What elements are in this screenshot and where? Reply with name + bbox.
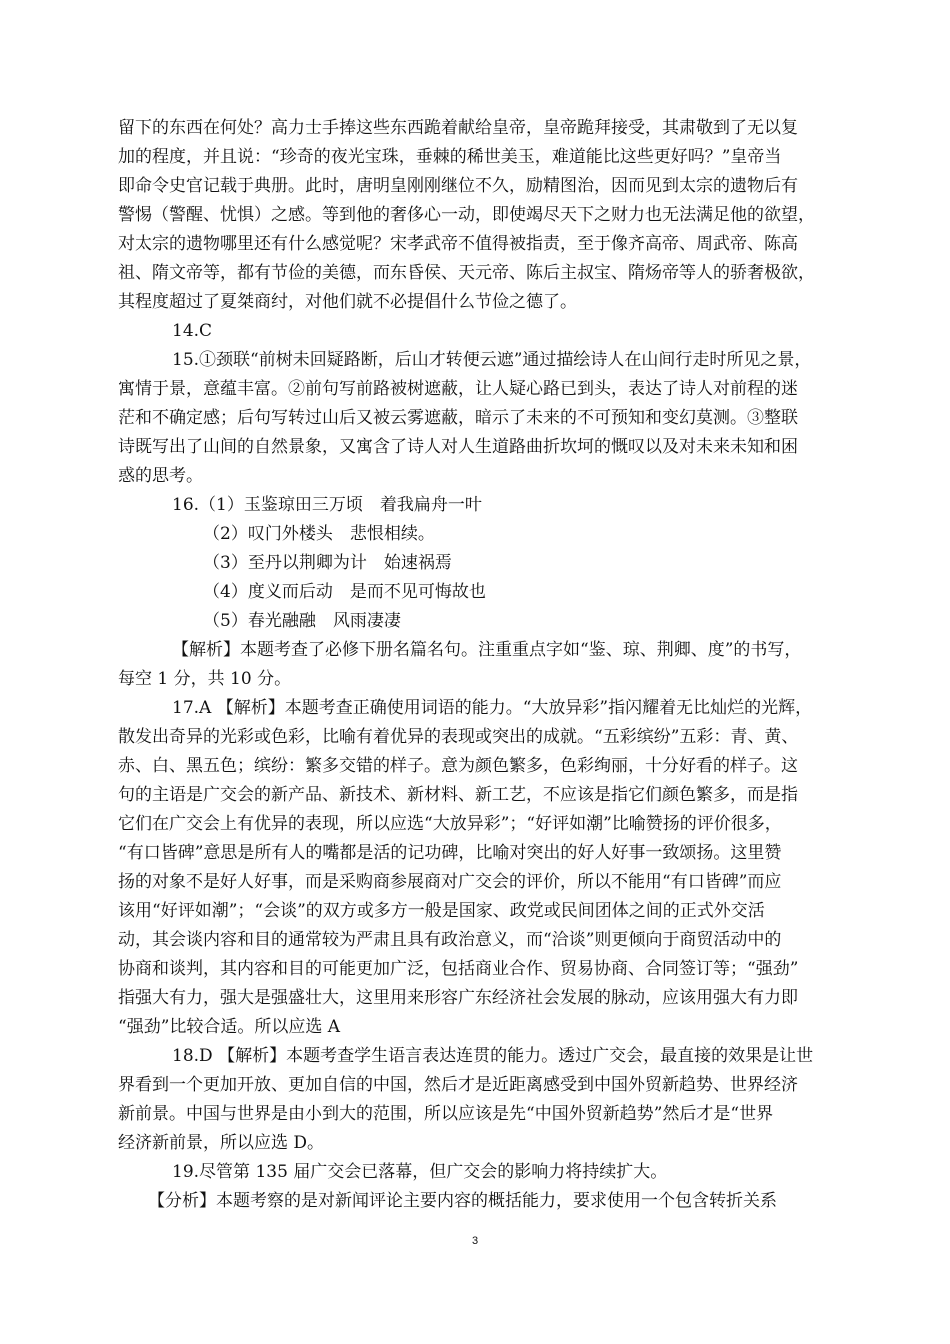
text-line: 茫和不确定感；后句写转过山后又被云雾遮蔽，暗示了未来的不可预知和变幻莫测。③整联 <box>118 408 798 428</box>
text-line: 加的程度，并且说：“珍奇的夜光宝珠，垂棘的稀世美玉，难道能比这些更好吗？”皇帝当 <box>118 147 782 167</box>
answer-16-item: （3）至丹以荆卿为计 始速祸焉 <box>203 553 452 573</box>
page-number: 3 <box>471 1235 479 1247</box>
text-line: 警惕（警醒、忧惧）之感。等到他的奢侈心一动，即使竭尽天下之财力也无法满足他的欲望， <box>118 205 815 225</box>
text-line: 该用“好评如潮”；“会谈”的双方或多方一般是国家、政党或民间团体之间的正式外交活 <box>118 901 765 921</box>
text-line: 留下的东西在何处？高力士手捧这些东西跪着献给皇帝，皇帝跪拜接受，其肃敬到了无以复 <box>118 118 798 138</box>
text-line: 界看到一个更加开放、更加自信的中国，然后才是近距离感受到中国外贸新趋势、世界经济 <box>118 1075 798 1095</box>
analysis-16: 【解析】本题考查了必修下册名篇名句。注重重点字如“鉴、琼、荆卿、度”的书写， <box>172 640 802 660</box>
text-line: 其程度超过了夏桀商纣，对他们就不必提倡什么节俭之德了。 <box>118 292 577 312</box>
text-line: 扬的对象不是好人好事，而是采购商参展商对广交会的评价，所以不能用“有口皆碑”而应 <box>118 872 782 892</box>
text-line: 祖、隋文帝等，都有节俭的美德，而东昏侯、天元帝、陈后主叔宝、隋炀帝等人的骄奢极欲， <box>118 263 815 283</box>
answer-16-item: （5）春光融融 风雨凄凄 <box>203 611 401 631</box>
text-line: 句的主语是广交会的新产品、新技术、新材料、新工艺，不应该是指它们颜色繁多，而是指 <box>118 785 798 805</box>
text-line: 新前景。中国与世界是由小到大的范围，所以应该是先“中国外贸新趋势”然后才是“世界 <box>118 1104 774 1124</box>
answer-15: 15.①颈联“前树未回疑路断，后山才转便云遮”通过描绘诗人在山间行走时所见之景， <box>172 350 812 370</box>
text-line: 每空 1 分，共 10 分。 <box>118 669 292 689</box>
text-line: 经济新前景，所以应选 D。 <box>118 1133 325 1153</box>
text-line: 寓情于景，意蕴丰富。②前句写前路被树遮蔽，让人疑心路已到头，表达了诗人对前程的迷 <box>118 379 798 399</box>
answer-16-item: （2）叹门外楼头 悲恨相续。 <box>203 524 435 544</box>
answer-17: 17.A 【解析】本题考查正确使用词语的能力。“大放异彩”指闪耀着无比灿烂的光辉， <box>172 698 813 718</box>
answer-14: 14.C <box>172 321 213 341</box>
text-line: 指强大有力，强大是强盛壮大，这里用来形容广东经济社会发展的脉动，应该用强大有力即 <box>118 988 798 1008</box>
text-line: 协商和谈判，其内容和目的可能更加广泛，包括商业合作、贸易协商、合同签订等；“强劲” <box>118 959 799 979</box>
text-line: 对太宗的遗物哪里还有什么感觉呢？宋孝武帝不值得被指责，至于像齐高帝、周武帝、陈高 <box>118 234 798 254</box>
analysis-19: 【分析】本题考察的是对新闻评论主要内容的概括能力，要求使用一个包含转折关系 <box>148 1191 777 1211</box>
answer-16: 16.（1）玉鉴琼田三万顷 着我扁舟一叶 <box>172 495 482 515</box>
text-line: 诗既写出了山间的自然景象，又寓含了诗人对人生道路曲折坎坷的慨叹以及对未来未知和困 <box>118 437 798 457</box>
text-line: 动，其会谈内容和目的通常较为严肃且具有政治意义，而“洽谈”则更倾向于商贸活动中的 <box>118 930 782 950</box>
text-line: 赤、白、黑五色；缤纷：繁多交错的样子。意为颜色繁多，色彩绚丽，十分好看的样子。这 <box>118 756 798 776</box>
text-line: 惑的思考。 <box>118 466 203 486</box>
answer-18: 18.D 【解析】本题考查学生语言表达连贯的能力。透过广交会，最直接的效果是让世 <box>172 1046 814 1066</box>
answer-19: 19.尽管第 135 届广交会已落幕，但广交会的影响力将持续扩大。 <box>172 1162 668 1182</box>
text-line: 它们在广交会上有优异的表现，所以应选“大放异彩”；“好评如潮”比喻赞扬的评价很多， <box>118 814 782 834</box>
text-line: 散发出奇异的光彩或色彩，比喻有着优异的表现或突出的成就。“五彩缤纷”五彩：青、黄、 <box>118 727 799 747</box>
text-line: 即命令史官记载于典册。此时，唐明皇刚刚继位不久，励精图治，因而见到太宗的遗物后有 <box>118 176 798 196</box>
text-line: “强劲”比较合适。所以应选 A <box>118 1017 341 1037</box>
answer-16-item: （4）度义而后动 是而不见可悔故也 <box>203 582 486 602</box>
text-line: “有口皆碑”意思是所有人的嘴都是活的记功碑，比喻对突出的好人好事一致颂扬。这里赞 <box>118 843 782 863</box>
